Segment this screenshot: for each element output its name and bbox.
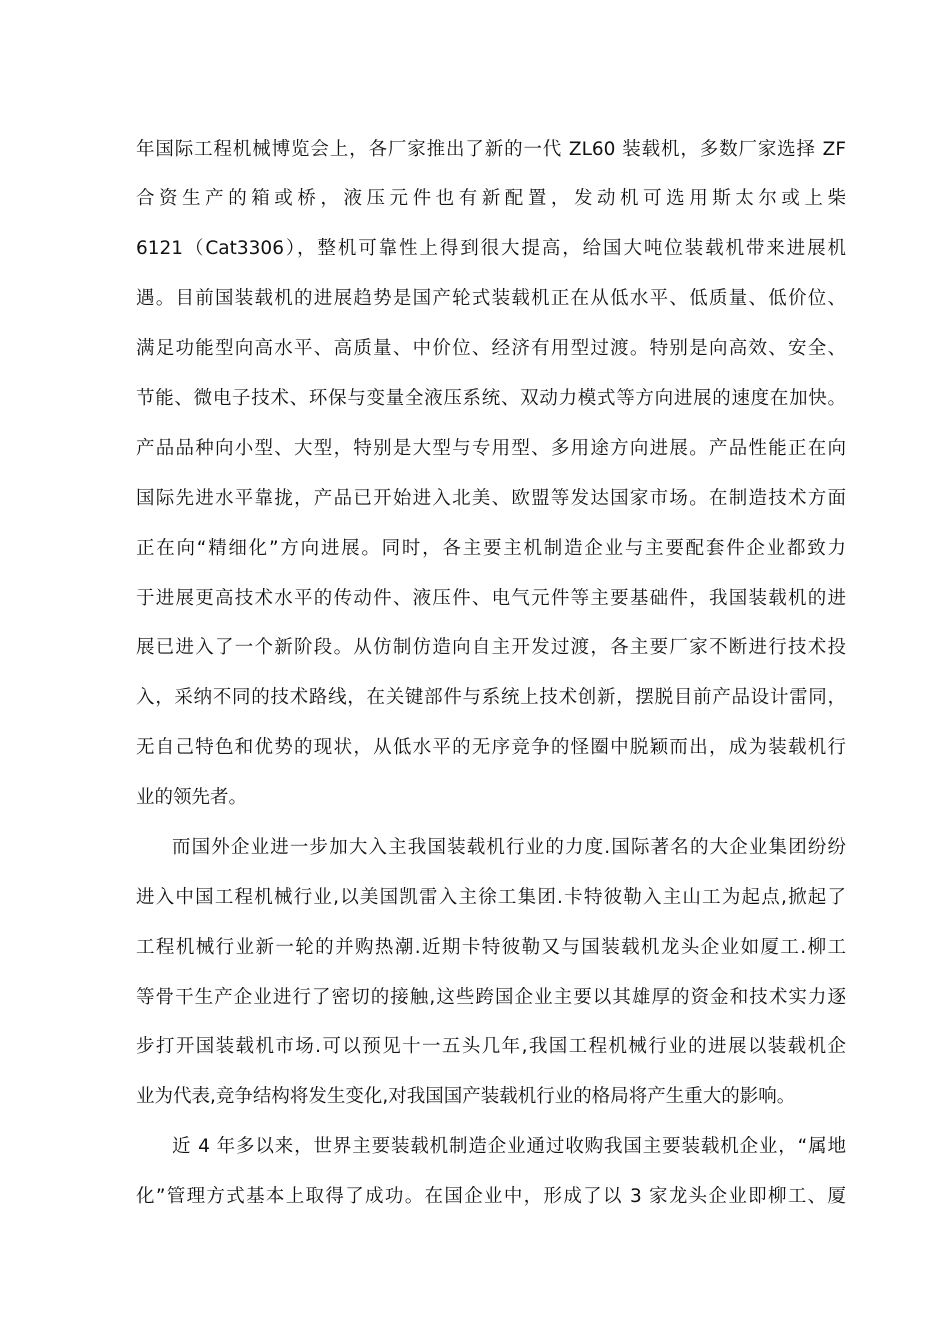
paragraph-1-line-12: 入，采纳不同的技术路线，在关键部件与系统上技术创新，摆脱目前产品设计雷同， (136, 687, 846, 708)
paragraph-1-line-3: 6121（Cat3306），整机可靠性上得到很大提高，给国大吨位装载机带来进展机 (136, 238, 846, 259)
paragraph-1-line-4: 遇。目前国装载机的进展趋势是国产轮式装载机正在从低水平、低质量、低价位、 (136, 288, 846, 309)
paragraph-1-line-10: 于进展更高技术水平的传动件、液压件、电气元件等主要基础件，我国装载机的进 (136, 588, 846, 609)
paragraph-1-line-8: 国际先进水平靠拢，产品已开始进入北美、欧盟等发达国家市场。在制造技术方面 (136, 488, 846, 509)
paragraph-3-line-1: 近 4 年多以来，世界主要装载机制造企业通过收购我国主要装载机企业，“属地 (172, 1136, 846, 1157)
paragraph-1-line-13: 无自己特色和优势的现状，从低水平的无序竞争的怪圈中脱颖而出，成为装载机行 (136, 737, 846, 758)
paragraph-2-line-1: 而国外企业进一步加大入主我国装载机行业的力度.国际著名的大企业集团纷纷 (172, 837, 846, 858)
paragraph-1-line-6: 节能、微电子技术、环保与变量全液压系统、双动力模式等方向进展的速度在加快。 (136, 388, 846, 409)
paragraph-1-line-11: 展已进入了一个新阶段。从仿制仿造向自主开发过渡，各主要厂家不断进行技术投 (136, 637, 846, 658)
paragraph-2-line-4: 等骨干生产企业进行了密切的接触,这些跨国企业主要以其雄厚的资金和技术实力逐 (136, 987, 846, 1008)
paragraph-2-line-3: 工程机械行业新一轮的并购热潮.近期卡特彼勒又与国装载机龙头企业如厦工.柳工 (136, 937, 846, 958)
paragraph-1-line-2: 合资生产的箱或桥，液压元件也有新配置，发动机可选用斯太尔或上柴 (136, 188, 846, 209)
paragraph-1-line-5: 满足功能型向高水平、高质量、中价位、经济有用型过渡。特别是向高效、安全、 (136, 338, 846, 359)
paragraph-1-line-1: 年国际工程机械博览会上，各厂家推出了新的一代 ZL60 装载机，多数厂家选择 ZF (136, 139, 846, 160)
paragraph-2-line-5: 步打开国装载机市场.可以预见十一五头几年,我国工程机械行业的进展以装载机企 (136, 1036, 846, 1057)
paragraph-2-line-6: 业为代表,竞争结构将发生变化,对我国国产装载机行业的格局将产生重大的影响。 (136, 1086, 796, 1107)
paragraph-2-line-2: 进入中国工程机械行业,以美国凯雷入主徐工集团.卡特彼勒入主山工为起点,掀起了 (136, 887, 846, 908)
paragraph-1-line-9: 正在向“精细化”方向进展。同时，各主要主机制造企业与主要配套件企业都致力 (136, 538, 846, 559)
paragraph-1-line-14: 业的领先者。 (136, 787, 248, 808)
paragraph-1-line-7: 产品品种向小型、大型，特别是大型与专用型、多用途方向进展。产品性能正在向 (136, 438, 846, 459)
paragraph-3-line-2: 化”管理方式基本上取得了成功。在国企业中，形成了以 3 家龙头企业即柳工、厦 (136, 1186, 846, 1207)
